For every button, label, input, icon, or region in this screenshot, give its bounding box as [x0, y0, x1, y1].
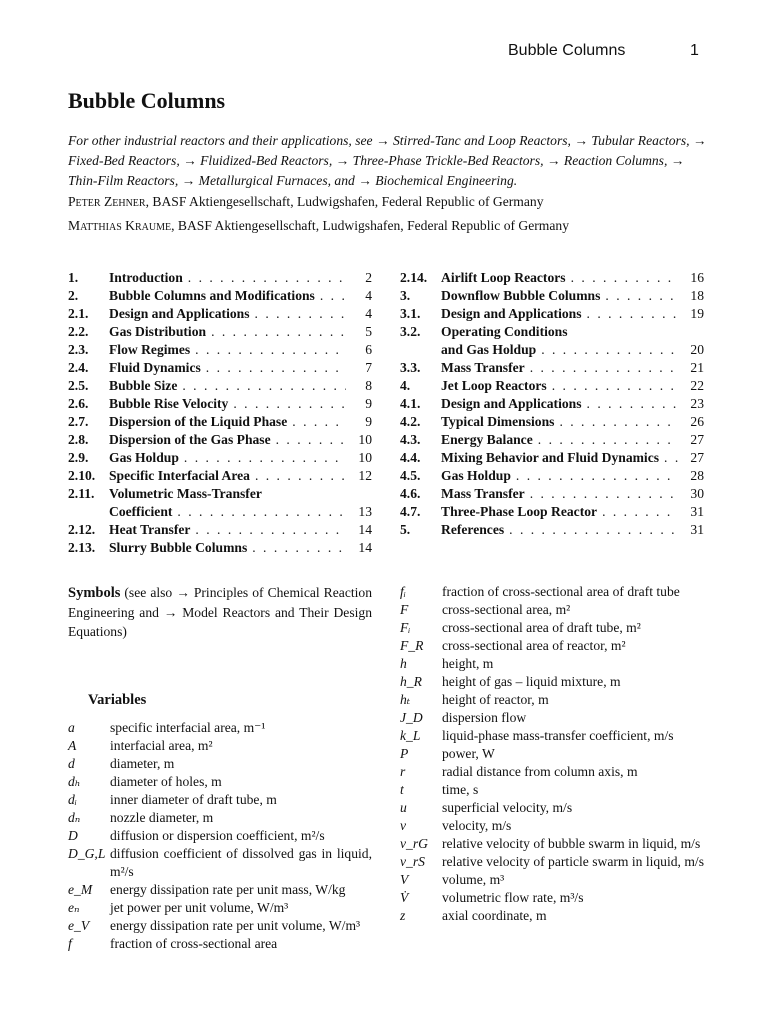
- variable-entry: [400, 727, 704, 745]
- toc-entry-title-text: Heat Transfer: [109, 522, 191, 537]
- variable-description: height of reactor, m: [442, 692, 549, 707]
- toc-entry-title: [109, 539, 346, 557]
- toc-dot-leader: [525, 485, 678, 503]
- toc-entry-number: 4.: [400, 378, 411, 393]
- toc-entry-title-text: and Gas Holdup: [441, 342, 537, 357]
- toc-entry-page: 23: [690, 396, 704, 411]
- variable-symbol: Fᵢ: [400, 620, 411, 635]
- toc-entry-title: [441, 269, 678, 287]
- variable-entry: [400, 673, 704, 691]
- toc-entry-title: [441, 503, 678, 521]
- toc-entry-title-text: Design and Applications: [441, 396, 582, 411]
- variable-description: diffusion coefficient of dissolved gas in liquid, m²/s: [110, 846, 372, 879]
- toc-entry-number: 2.9.: [68, 450, 89, 465]
- variable-description: superficial velocity, m/s: [442, 800, 573, 815]
- toc-entry-title: [441, 341, 678, 359]
- toc-entry: [68, 467, 372, 485]
- toc-entry-title: [109, 287, 346, 305]
- toc-entry-number: 2.6.: [68, 396, 89, 411]
- toc-entry-title: [109, 323, 346, 341]
- author-name: Matthias Kraume: [68, 218, 172, 233]
- variable-description: cross-sectional area, m²: [442, 602, 571, 617]
- toc-entry: [400, 449, 704, 467]
- variable-symbol: v_rS: [400, 854, 425, 869]
- toc-entry-number: 2.8.: [68, 432, 89, 447]
- variable-description: fraction of cross-sectional area of draft tube: [442, 584, 680, 599]
- toc-entry-page: 21: [690, 360, 704, 375]
- variable-description: nozzle diameter, m: [110, 810, 214, 825]
- toc-entry-number: 3.2.: [400, 324, 421, 339]
- variable-entry: [400, 655, 704, 673]
- toc-entry-title-text: Design and Applications: [441, 306, 582, 321]
- toc-entry: [68, 305, 372, 323]
- toc-entry-title-text: Specific Interfacial Area: [109, 468, 250, 483]
- page-number: 1: [690, 42, 699, 59]
- toc-entry: [68, 287, 372, 305]
- variable-entry: [68, 881, 372, 899]
- variable-entry: [68, 917, 372, 935]
- toc-entry: [68, 539, 372, 557]
- variable-symbol: eₙ: [68, 900, 80, 915]
- variable-entry: [68, 773, 372, 791]
- variable-symbol: e_M: [68, 882, 93, 897]
- variable-entry: [400, 619, 704, 637]
- toc-entry-title-text: Flow Regimes: [109, 342, 191, 357]
- toc-dot-leader: [172, 503, 346, 521]
- toc-entry-number: 2.11.: [68, 486, 95, 501]
- toc-entry-page: 30: [690, 486, 704, 501]
- variable-entry: [400, 601, 704, 619]
- toc-entry-number: 2.3.: [68, 342, 89, 357]
- variable-symbol: A: [68, 738, 77, 753]
- toc-entry-title: [441, 413, 678, 431]
- toc-entry-number: 2.13.: [68, 540, 96, 555]
- toc-entry-number: 1.: [68, 270, 79, 285]
- variable-symbol: k_L: [400, 728, 421, 743]
- toc-entry-title-text: Typical Dimensions: [441, 414, 555, 429]
- toc-dot-leader: [597, 503, 678, 521]
- variable-description: time, s: [442, 782, 479, 797]
- variable-description: volumetric flow rate, m³/s: [442, 890, 584, 905]
- toc-entry-title-text: Slurry Bubble Columns: [109, 540, 248, 555]
- toc-dot-leader: [201, 359, 346, 377]
- toc-entry-page: 28: [690, 468, 704, 483]
- toc-dot-leader: [315, 287, 346, 305]
- toc-entry-title-text: Coefficient: [109, 504, 173, 519]
- variable-entry: [68, 935, 372, 953]
- toc-entry: [400, 431, 704, 449]
- toc-entry-number: 2.5.: [68, 378, 89, 393]
- variable-entry: [68, 737, 372, 755]
- variable-description: dispersion flow: [442, 710, 527, 725]
- toc-dot-leader: [554, 413, 678, 431]
- toc-entry-title: [441, 449, 678, 467]
- toc-entry: [400, 413, 704, 431]
- variable-symbol: v: [400, 818, 407, 833]
- toc-dot-leader: [600, 287, 678, 305]
- variable-symbol: D: [68, 828, 78, 843]
- toc-entry-title: [109, 269, 346, 287]
- variable-entry: [400, 637, 704, 655]
- variable-description: interfacial area, m²: [110, 738, 213, 753]
- variable-symbol: V: [400, 872, 409, 887]
- toc-entry-page: 19: [690, 306, 704, 321]
- toc-entry-number: 2.2.: [68, 324, 89, 339]
- toc-entry: [400, 341, 704, 359]
- toc-entry-page: 5: [365, 324, 372, 339]
- toc-entry-title-text: Mass Transfer: [441, 486, 525, 501]
- toc-entry-title: [109, 413, 346, 431]
- toc-entry: [68, 503, 372, 521]
- toc-entry-number: 4.3.: [400, 432, 421, 447]
- toc-dot-leader: [582, 395, 678, 413]
- toc-entry-number: 5.: [400, 522, 411, 537]
- toc-entry: [68, 269, 372, 287]
- toc-entry-title-text: Mass Transfer: [441, 360, 525, 375]
- toc-entry: [400, 323, 704, 341]
- toc-entry: [68, 323, 372, 341]
- toc-entry-title-text: Gas Holdup: [109, 450, 179, 465]
- toc-entry-title: [109, 395, 346, 413]
- toc-entry: [68, 395, 372, 413]
- variable-symbol: hₜ: [400, 692, 411, 707]
- toc-entry: [400, 305, 704, 323]
- toc-entry-page: 10: [358, 432, 372, 447]
- variable-description: fraction of cross-sectional area: [110, 936, 278, 951]
- toc-dot-leader: [190, 341, 346, 359]
- author-affiliation: , BASF Aktiengesellschaft, Ludwigshafen, Federal Republic of Germany: [145, 194, 544, 209]
- toc-entry: [68, 485, 372, 503]
- variable-entry: [400, 853, 704, 871]
- toc-dot-leader: [659, 449, 678, 467]
- toc-dot-leader: [247, 539, 346, 557]
- variable-symbol: J_D: [400, 710, 423, 725]
- variable-description: energy dissipation rate per unit mass, W/kg: [110, 882, 346, 897]
- table-of-contents-right: [400, 269, 704, 539]
- running-header-title: Bubble Columns: [508, 42, 626, 59]
- toc-entry-page: 9: [365, 414, 372, 429]
- toc-entry-page: 13: [358, 504, 372, 519]
- toc-dot-leader: [504, 521, 678, 539]
- toc-dot-leader: [250, 305, 346, 323]
- variable-description: height, m: [442, 656, 494, 671]
- toc-entry-page: 27: [690, 432, 704, 447]
- toc-entry-title: [441, 395, 678, 413]
- toc-entry-title: [109, 521, 346, 539]
- toc-entry-title-text: Mixing Behavior and Fluid Dynamics: [441, 450, 660, 465]
- variable-symbol: r: [400, 764, 406, 779]
- variable-symbol: d: [68, 756, 75, 771]
- variable-symbol: F_R: [400, 638, 424, 653]
- toc-entry-page: 18: [690, 288, 704, 303]
- variable-symbol: h_R: [400, 674, 422, 689]
- toc-dot-leader: [582, 305, 678, 323]
- variable-symbol: a: [68, 720, 75, 735]
- symbols-intro: [68, 583, 372, 641]
- toc-dot-leader: [287, 413, 346, 431]
- variable-entry: [400, 763, 704, 781]
- toc-entry-number: 2.: [68, 288, 79, 303]
- toc-entry-number: 2.1.: [68, 306, 89, 321]
- toc-dot-leader: [511, 467, 678, 485]
- toc-entry-title-text: Downflow Bubble Columns: [441, 288, 601, 303]
- toc-entry-title: [109, 503, 346, 521]
- toc-entry-title-text: Volumetric Mass-Transfer: [109, 486, 262, 501]
- toc-entry: [68, 449, 372, 467]
- toc-entry-page: 14: [358, 522, 372, 537]
- toc-entry-page: 8: [365, 378, 372, 393]
- toc-entry-page: 2: [365, 270, 372, 285]
- toc-entry-title-text: Jet Loop Reactors: [441, 378, 547, 393]
- toc-entry-title: [441, 305, 678, 323]
- toc-dot-leader: [183, 269, 346, 287]
- variable-symbol: f: [68, 936, 72, 951]
- toc-entry-title: [109, 305, 346, 323]
- symbols-heading: Symbols: [68, 585, 121, 601]
- toc-entry-title-text: Introduction: [109, 270, 183, 285]
- toc-entry-number: 4.2.: [400, 414, 421, 429]
- variable-entry: [68, 755, 372, 773]
- variable-symbol: z: [400, 908, 406, 923]
- toc-entry: [400, 467, 704, 485]
- variable-entry: [400, 817, 704, 835]
- variable-symbol: t: [400, 782, 404, 797]
- variable-description: relative velocity of bubble swarm in liquid, m/s: [442, 836, 701, 851]
- toc-entry-page: 6: [365, 342, 372, 357]
- toc-entry-page: 14: [358, 540, 372, 555]
- variable-description: diameter, m: [110, 756, 175, 771]
- variable-symbol: fᵢ: [400, 584, 406, 599]
- toc-entry: [68, 413, 372, 431]
- toc-entry-title-text: Dispersion of the Liquid Phase: [109, 414, 288, 429]
- toc-entry-number: 2.7.: [68, 414, 89, 429]
- toc-entry-page: 4: [365, 288, 372, 303]
- toc-entry-number: 3.3.: [400, 360, 421, 375]
- variable-entry: [400, 889, 704, 907]
- toc-dot-leader: [228, 395, 346, 413]
- variable-description: radial distance from column axis, m: [442, 764, 638, 779]
- toc-entry-title-text: Airlift Loop Reactors: [441, 270, 566, 285]
- variable-description: velocity, m/s: [442, 818, 512, 833]
- toc-entry-title: [109, 467, 346, 485]
- variable-entry: [68, 827, 372, 845]
- variable-description: cross-sectional area of reactor, m²: [442, 638, 626, 653]
- toc-dot-leader: [566, 269, 678, 287]
- toc-entry-page: 9: [365, 396, 372, 411]
- variable-symbol: h: [400, 656, 407, 671]
- toc-entry-title-text: Dispersion of the Gas Phase: [109, 432, 271, 447]
- toc-entry-page: 22: [690, 378, 704, 393]
- toc-entry-page: 27: [690, 450, 704, 465]
- toc-entry-number: 3.1.: [400, 306, 421, 321]
- toc-entry-title: [441, 431, 678, 449]
- variable-symbol: dᵢ: [68, 792, 77, 807]
- toc-entry-page: 16: [690, 270, 704, 285]
- toc-entry-number: 2.4.: [68, 360, 89, 375]
- toc-entry-number: 2.12.: [68, 522, 96, 537]
- variable-description: diffusion or dispersion coefficient, m²/s: [110, 828, 325, 843]
- toc-entry-page: 12: [358, 468, 372, 483]
- variable-entry: [400, 907, 704, 925]
- variable-entry: [400, 745, 704, 763]
- toc-entry: [68, 377, 372, 395]
- toc-entry-number: 4.1.: [400, 396, 421, 411]
- variable-entry: [400, 871, 704, 889]
- variable-symbol: P: [400, 746, 409, 761]
- variable-entry: [68, 809, 372, 827]
- toc-entry-title-text: Bubble Size: [109, 378, 178, 393]
- toc-entry-title-text: Energy Balance: [441, 432, 533, 447]
- toc-entry-number: 2.14.: [400, 270, 428, 285]
- cross-reference-intro: For other industrial reactors and their applications, see → Stirred-Tanc and Loop Reactors, → Tubular Reactors, → Fixed-Bed Reactors, → Fluidized-Bed Reactors, → Three-Phase Trickle-Bed Reactors, → Reaction Columns, → Thin-Film Reactors, → Metallurgical Furnaces, and → Biochemical Engineering.: [68, 133, 707, 188]
- table-of-contents-left: [68, 269, 372, 557]
- toc-dot-leader: [533, 431, 678, 449]
- toc-dot-leader: [525, 359, 678, 377]
- variable-symbol: dₙ: [68, 810, 81, 825]
- toc-entry-title: [109, 341, 346, 359]
- variable-entry: [400, 835, 704, 853]
- toc-entry-title: [109, 377, 346, 395]
- variable-entry: [68, 719, 372, 737]
- variable-description: cross-sectional area of draft tube, m²: [442, 620, 641, 635]
- toc-entry-title: [109, 449, 346, 467]
- toc-entry-title-text: Fluid Dynamics: [109, 360, 201, 375]
- toc-entry-title-text: Bubble Rise Velocity: [109, 396, 229, 411]
- author-line: [68, 194, 544, 210]
- variable-entry: [68, 791, 372, 809]
- variable-description: liquid-phase mass-transfer coefficient, m/s: [442, 728, 674, 743]
- toc-entry-number: 4.5.: [400, 468, 421, 483]
- toc-entry-number: 3.: [400, 288, 411, 303]
- toc-entry-page: 10: [358, 450, 372, 465]
- toc-entry-title-text: Bubble Columns and Modifications: [109, 288, 315, 303]
- toc-entry: [400, 377, 704, 395]
- toc-entry-title: [441, 467, 678, 485]
- toc-entry-title-text: Three-Phase Loop Reactor: [441, 504, 598, 519]
- variables-heading: Variables: [88, 692, 147, 708]
- toc-entry-title-text: Design and Applications: [109, 306, 250, 321]
- variable-description: energy dissipation rate per unit volume, W/m³: [110, 918, 361, 933]
- toc-entry-title: [441, 287, 678, 305]
- toc-entry-title: [441, 377, 678, 395]
- toc-entry-number: 2.10.: [68, 468, 96, 483]
- variable-entry: [68, 899, 372, 917]
- toc-entry: [400, 485, 704, 503]
- toc-entry-title: [441, 323, 678, 341]
- variables-list-left: [68, 719, 372, 953]
- variable-description: relative velocity of particle swarm in liquid, m/s: [442, 854, 704, 869]
- variable-symbol: dₕ: [68, 774, 81, 789]
- running-header: [0, 42, 768, 66]
- toc-entry-page: 7: [365, 360, 372, 375]
- variables-list-right: [400, 583, 704, 925]
- toc-entry-title: [441, 485, 678, 503]
- toc-dot-leader: [271, 431, 346, 449]
- symbols-see-also: (see also → Principles of Chemical Reaction Engineering and → Model Reactors and Their Design Equations): [68, 585, 372, 639]
- toc-entry: [68, 359, 372, 377]
- toc-entry-title-text: Gas Holdup: [441, 468, 511, 483]
- toc-entry: [400, 287, 704, 305]
- author-name: Peter Zehner: [68, 194, 146, 209]
- toc-entry: [68, 521, 372, 539]
- toc-entry-page: 31: [690, 522, 704, 537]
- toc-entry-title: [441, 359, 678, 377]
- toc-entry: [400, 521, 704, 539]
- variable-entry: [400, 583, 704, 601]
- toc-dot-leader: [547, 377, 678, 395]
- toc-entry: [400, 359, 704, 377]
- toc-entry-page: 31: [690, 504, 704, 519]
- author-affiliation: , BASF Aktiengesellschaft, Ludwigshafen, Federal Republic of Germany: [171, 218, 570, 233]
- toc-dot-leader: [177, 377, 346, 395]
- variable-entry: [400, 781, 704, 799]
- toc-entry-page: 20: [690, 342, 704, 357]
- variable-description: volume, m³: [442, 872, 505, 887]
- toc-entry-title-text: Operating Conditions: [441, 324, 568, 339]
- variable-symbol: u: [400, 800, 407, 815]
- toc-entry: [400, 503, 704, 521]
- toc-entry-page: 4: [365, 306, 372, 321]
- variable-description: specific interfacial area, m⁻¹: [110, 720, 266, 735]
- toc-entry: [68, 341, 372, 359]
- toc-dot-leader: [190, 521, 346, 539]
- variable-description: height of gas – liquid mixture, m: [442, 674, 621, 689]
- variable-entry: [400, 709, 704, 727]
- toc-entry-title: [109, 485, 346, 503]
- variable-symbol: e_V: [68, 918, 90, 933]
- toc-dot-leader: [250, 467, 346, 485]
- toc-dot-leader: [206, 323, 346, 341]
- variable-description: axial coordinate, m: [442, 908, 547, 923]
- toc-dot-leader: [179, 449, 346, 467]
- variable-entry: [68, 845, 372, 881]
- variable-description: inner diameter of draft tube, m: [110, 792, 277, 807]
- variable-symbol: D_G,L: [68, 846, 106, 861]
- toc-entry-number: 4.4.: [400, 450, 421, 465]
- toc-entry: [400, 269, 704, 287]
- toc-entry-title-text: Gas Distribution: [109, 324, 207, 339]
- toc-entry-title-text: References: [441, 522, 505, 537]
- toc-entry-number: 4.6.: [400, 486, 421, 501]
- toc-dot-leader: [536, 341, 678, 359]
- variable-symbol: v_rG: [400, 836, 428, 851]
- variable-symbol: F: [400, 602, 409, 617]
- variable-entry: [400, 799, 704, 817]
- article-title: Bubble Columns: [68, 88, 226, 113]
- toc-entry: [68, 431, 372, 449]
- toc-entry-title: [441, 521, 678, 539]
- toc-entry-number: 4.7.: [400, 504, 421, 519]
- variable-description: jet power per unit volume, W/m³: [110, 900, 289, 915]
- toc-entry-page: 26: [690, 414, 704, 429]
- toc-entry: [400, 395, 704, 413]
- variable-entry: [400, 691, 704, 709]
- variable-description: diameter of holes, m: [110, 774, 222, 789]
- toc-entry-title: [109, 359, 346, 377]
- variable-symbol: V̇: [400, 890, 409, 905]
- variable-description: power, W: [442, 746, 495, 761]
- author-line: [68, 218, 569, 234]
- toc-entry-title: [109, 431, 346, 449]
